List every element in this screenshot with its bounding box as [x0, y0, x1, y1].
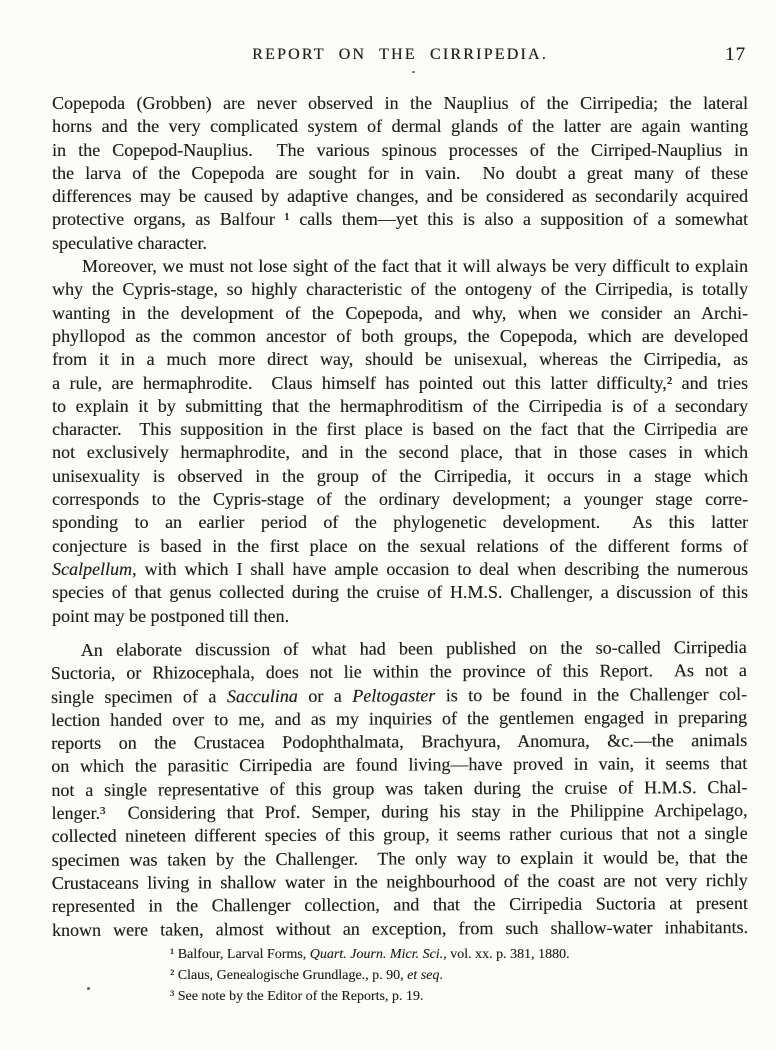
scan-speck-icon — [412, 71, 415, 73]
paragraph — [52, 92, 748, 255]
footnote: ² Claus, Genealogische Grundlage., p. 90, et seq. — [170, 967, 443, 983]
text-line: Moreover, we must not lose sight of the fact that it will always be very difficult to explain — [82, 256, 748, 277]
text-line: represented in the Challenger collection, and that the Cirripedia Suctoria at present — [51, 893, 748, 917]
text-line: Crustaceans living in shallow water in the neighbourhood of the coast are not very richly — [51, 869, 748, 893]
text-line: Copepoda (Grobben) are never observed in the Nauplius of the Cirripedia; the lateral — [52, 93, 748, 113]
text-line: protective organs, as Balfour ¹ calls them—yet this is also a supposition of a somewhat — [52, 209, 748, 230]
text-line: to explain it by submitting that the hermaphroditism of the Cirripedia is of a secondary — [52, 395, 748, 416]
footnote: ¹ Balfour, Larval Forms, Quart. Journ. Micr. Sci., vol. xx. p. 381, 1880. — [170, 946, 570, 962]
running-header — [52, 46, 748, 64]
text-line: corresponds to the Cypris-stage of the ordinary development; a younger stage corre- — [52, 489, 748, 510]
footnotes — [52, 944, 748, 1007]
text-line: conjecture is based in the first place on the sexual relations of the different forms of — [52, 535, 748, 556]
text-line: phyllopod as the common ancestor of both groups, the Copepoda, which are developed — [52, 325, 748, 346]
text-line: sponding to an earlier period of the phylogenetic development. As this latter — [52, 512, 748, 533]
text-line: from it in a much more direct way, should be unisexual, whereas the Cirripedia, as — [52, 349, 748, 370]
footnote: ³ See note by the Editor of the Reports, p. 19. — [170, 988, 424, 1004]
text-line: collected nineteen different species of this group, it seems rather curious that not a single — [51, 823, 748, 847]
text-line: lection handed over to me, and as my inquiries of the gentlemen engaged in preparing — [50, 706, 748, 730]
text-line: speculative character. — [52, 232, 207, 253]
text-line: why the Cypris-stage, so highly characteristic of the ontogeny of the Cirripedia, is totally — [52, 279, 748, 300]
page-number: 17 — [725, 44, 746, 65]
text-line: species of that genus collected during the cruise of H.M.S. Challenger, a discussion of this — [52, 582, 748, 603]
text-line: lenger.³ Considering that Prof. Semper, during his stay in the Philippine Archipelago, — [51, 799, 748, 823]
text-line: horns and the very complicated system of dermal glands of the latter are again wanting — [52, 116, 748, 137]
text-line: reports on the Crustacea Podophthalmata, Brachyura, Anomura, &c.—the animals — [51, 729, 748, 754]
text-line: not exclusively hermaphrodite, and in the second place, that in those cases in which — [52, 442, 748, 463]
paragraph — [52, 255, 748, 628]
text-line: wanting in the development of the Copepoda, and why, when we consider an Archi- — [52, 302, 748, 323]
text-line: specimen was taken by the Challenger. The only way to explain it would be, that the — [51, 846, 748, 870]
text-line: character. This supposition in the first place is based on the fact that the Cirripedia are — [52, 419, 748, 440]
text-line: a rule, are hermaphrodite. Claus himself has pointed out this latter difficulty,² and tries — [52, 372, 748, 393]
text-line: Scalpellum, with which I shall have ample occasion to deal when describing the numerous — [52, 558, 748, 579]
text-line: the larva of the Copepoda are sought for in vain. No doubt a great many of these — [52, 162, 748, 183]
text-line: on which the parasitic Cirripedia are found living—have proved in vain, it seems that — [51, 753, 748, 777]
text-line: known were taken, almost without an exception, from such shallow-water inhabitants. — [51, 916, 748, 940]
paragraph — [51, 636, 748, 942]
text-line: single specimen of a Sacculina or a Peltogaster is to be found in the Challenger col- — [50, 683, 747, 707]
text-line: differences may be caused by adaptive changes, and be considered as secondarily acquired — [52, 186, 748, 207]
page-header-title: REPORT ON THE CIRRIPEDIA. — [252, 46, 548, 63]
text-line: not a single representative of this group was taken during the cruise of H.M.S. Chal- — [51, 776, 748, 800]
text-line: An elaborate discussion of what had been published on the so-called Cirripedia — [80, 636, 747, 660]
page-body-text — [52, 92, 748, 1007]
scan-speck-icon — [87, 987, 90, 990]
text-line: unisexuality is observed in the group of the Cirripedia, it occurs in a stage which — [52, 465, 748, 486]
text-line: point may be postponed till then. — [52, 605, 289, 626]
text-line: Suctoria, or Rhizocephala, does not lie within the province of this Report. As not a — [50, 660, 747, 684]
text-line: in the Copepod-Nauplius. The various spinous processes of the Cirriped-Nauplius in — [52, 139, 748, 160]
